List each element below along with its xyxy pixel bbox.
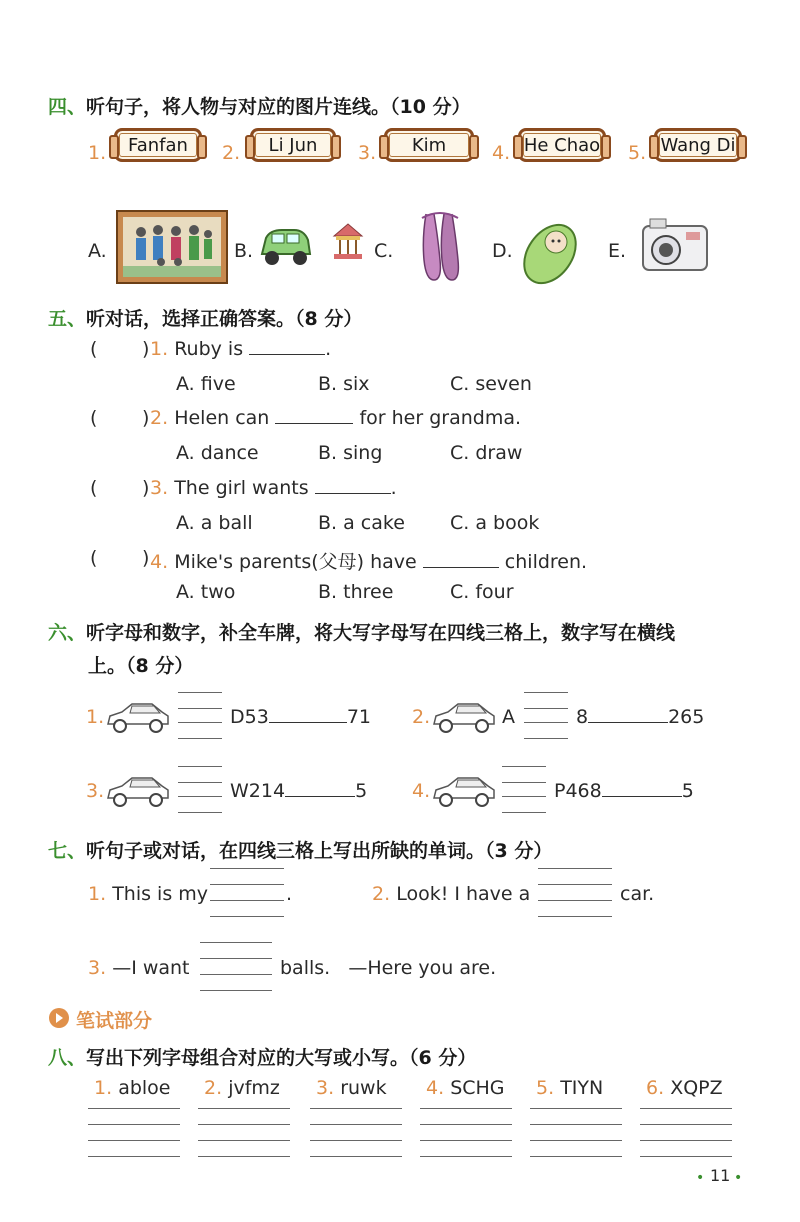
four-line-grid-word-2 — [538, 868, 612, 869]
name-card-wang-di: Wang Di — [654, 128, 742, 162]
four-line-grid-answer-6[interactable] — [640, 1156, 732, 1157]
four-line-grid-answer-6[interactable] — [640, 1124, 732, 1125]
four-line-grid-answer-3[interactable] — [310, 1140, 402, 1141]
option-3a: A. a ball — [176, 512, 253, 534]
four-line-grid-answer-3[interactable] — [310, 1124, 402, 1125]
arrow-circle-icon — [48, 1007, 70, 1029]
section-4-title: 四、听句子，将人物与对应的图片连线。（10 分） — [48, 96, 471, 118]
four-line-grid-3 — [178, 782, 222, 783]
four-line-grid-word-3 — [200, 974, 272, 975]
page-number: 11 — [710, 1166, 731, 1185]
four-line-grid-1 — [178, 708, 222, 709]
four-line-grid-answer-5[interactable] — [530, 1140, 622, 1141]
car-icon — [430, 774, 498, 808]
option-1b: B. six — [318, 373, 370, 395]
answer-blank-1[interactable] — [249, 354, 325, 355]
digit-blank-2[interactable] — [588, 722, 668, 723]
name-card-he-chao: He Chao — [518, 128, 606, 162]
plate-number-1: 1. — [86, 706, 105, 728]
written-section-label: 笔试部分 — [76, 1010, 153, 1032]
four-line-grid-answer-2[interactable] — [198, 1124, 290, 1125]
four-line-grid-answer-5[interactable] — [530, 1156, 622, 1157]
four-line-grid-answer-3[interactable] — [310, 1108, 402, 1109]
four-line-grid-answer-1[interactable] — [88, 1108, 180, 1109]
four-line-grid-3 — [178, 812, 222, 813]
four-line-grid-4 — [502, 796, 546, 797]
picture-label-c: C. — [374, 240, 394, 262]
four-line-grid-1 — [178, 738, 222, 739]
four-line-grid-4 — [502, 782, 546, 783]
answer-paren-close-4: ) — [142, 547, 150, 569]
four-line-grid-answer-5[interactable] — [530, 1108, 622, 1109]
option-3c: C. a book — [450, 512, 540, 534]
option-2c: C. draw — [450, 442, 523, 464]
four-line-grid-2 — [524, 738, 568, 739]
four-line-grid-word-2 — [538, 884, 612, 885]
name-number-5: 5. — [628, 142, 647, 164]
plate-4-text: P468 5 — [554, 780, 694, 802]
car-icon — [430, 700, 498, 734]
four-line-grid-word-3 — [200, 958, 272, 959]
answer-paren-close-2: ) — [142, 407, 150, 429]
camera-icon — [640, 216, 710, 274]
four-line-grid-answer-2[interactable] — [198, 1108, 290, 1109]
four-line-grid-word-1 — [210, 868, 284, 869]
fill-item-3: 3. —I want — [88, 957, 190, 979]
four-line-grid-word-1 — [210, 916, 284, 917]
car-icon — [104, 774, 172, 808]
section-6-title-line2: 上。（8 分） — [88, 655, 194, 677]
option-1a: A. five — [176, 373, 236, 395]
option-4a: A. two — [176, 581, 236, 603]
letter-group-6: 6. XQPZ — [646, 1077, 723, 1099]
section-8-title: 八、写出下列字母组合对应的大写或小写。（6 分） — [48, 1047, 477, 1069]
four-line-grid-answer-6[interactable] — [640, 1108, 732, 1109]
four-line-grid-word-3 — [200, 990, 272, 991]
page-dot-right: • — [734, 1170, 743, 1186]
four-line-grid-2 — [524, 692, 568, 693]
answer-blank-3[interactable] — [315, 493, 391, 494]
four-line-grid-answer-5[interactable] — [530, 1124, 622, 1125]
fill-item-2: 2. Look! I have a — [372, 883, 531, 905]
digit-blank-3[interactable] — [285, 796, 355, 797]
fill-item-1-end: . — [286, 883, 293, 905]
name-card-kim: Kim — [384, 128, 474, 162]
answer-paren-close-3: ) — [142, 477, 150, 499]
four-line-grid-word-3 — [200, 942, 272, 943]
name-number-4: 4. — [492, 142, 511, 164]
four-line-grid-answer-4[interactable] — [420, 1108, 512, 1109]
answer-blank-4[interactable] — [423, 567, 499, 568]
option-1c: C. seven — [450, 373, 532, 395]
letter-group-2: 2. jvfmz — [204, 1077, 280, 1099]
option-2a: A. dance — [176, 442, 259, 464]
four-line-grid-answer-2[interactable] — [198, 1156, 290, 1157]
carousel-icon — [330, 220, 366, 264]
page-dot-left: • — [696, 1170, 705, 1186]
section-5-title: 五、听对话，选择正确答案。（8 分） — [48, 308, 363, 330]
four-line-grid-word-2 — [538, 900, 612, 901]
four-line-grid-word-2 — [538, 916, 612, 917]
name-number-2: 2. — [222, 142, 241, 164]
four-line-grid-4 — [502, 812, 546, 813]
letter-group-4: 4. SCHG — [426, 1077, 505, 1099]
four-line-grid-word-1 — [210, 884, 284, 885]
four-line-grid-3 — [178, 796, 222, 797]
fill-item-3-end: balls. —Here you are. — [280, 957, 497, 979]
name-number-3: 3. — [358, 142, 377, 164]
question-3: 3. The girl wants . — [150, 477, 397, 499]
answer-paren-close-1: ) — [142, 338, 150, 360]
ballet-shoes-icon — [412, 208, 468, 284]
picture-label-e: E. — [608, 240, 627, 262]
option-4c: C. four — [450, 581, 514, 603]
picture-label-a: A. — [88, 240, 107, 262]
plate-2-text: 8 265 — [576, 706, 705, 728]
answer-blank-2[interactable] — [275, 423, 353, 424]
four-line-grid-2 — [524, 708, 568, 709]
letter-group-3: 3. ruwk — [316, 1077, 387, 1099]
four-line-grid-2 — [524, 722, 568, 723]
four-line-grid-answer-1[interactable] — [88, 1124, 180, 1125]
fill-item-2-end: car. — [620, 883, 655, 905]
letter-group-5: 5. TIYN — [536, 1077, 604, 1099]
picture-label-d: D. — [492, 240, 513, 262]
plate-number-2: 2. — [412, 706, 431, 728]
four-line-grid-4 — [502, 766, 546, 767]
four-line-grid-3 — [178, 766, 222, 767]
answer-paren-open-4: ( — [90, 547, 98, 569]
four-line-grid-answer-2[interactable] — [198, 1140, 290, 1141]
question-2: 2. Helen can for her grandma. — [150, 407, 522, 429]
answer-paren-open-2: ( — [90, 407, 98, 429]
digit-blank-4[interactable] — [602, 796, 682, 797]
answer-paren-open-3: ( — [90, 477, 98, 499]
digit-blank-1[interactable] — [269, 722, 347, 723]
plate-2-prefix: A — [502, 706, 515, 728]
section-7-title: 七、听句子或对话，在四线三格上写出所缺的单词。（3 分） — [48, 840, 553, 862]
plate-number-4: 4. — [412, 780, 431, 802]
answer-paren-open-1: ( — [90, 338, 98, 360]
four-line-grid-answer-3[interactable] — [310, 1156, 402, 1157]
option-2b: B. sing — [318, 442, 383, 464]
name-card-li-jun: Li Jun — [250, 128, 336, 162]
picture-label-b: B. — [234, 240, 254, 262]
fill-item-1: 1. This is my — [88, 883, 209, 905]
four-line-grid-answer-1[interactable] — [88, 1140, 180, 1141]
question-4: 4. Mike's parents(父母) have children. — [150, 551, 588, 573]
question-1: 1. Ruby is . — [150, 338, 332, 360]
four-line-grid-1 — [178, 722, 222, 723]
plate-3-text: W214 5 — [230, 780, 368, 802]
four-line-grid-answer-6[interactable] — [640, 1140, 732, 1141]
option-3b: B. a cake — [318, 512, 405, 534]
toy-car-icon — [256, 224, 314, 268]
four-line-grid-answer-4[interactable] — [420, 1156, 512, 1157]
plate-number-3: 3. — [86, 780, 105, 802]
four-line-grid-answer-1[interactable] — [88, 1156, 180, 1157]
four-line-grid-1 — [178, 692, 222, 693]
letter-group-1: 1. abloe — [94, 1077, 171, 1099]
baby-icon — [520, 212, 582, 288]
family-photo-icon — [116, 210, 228, 284]
four-line-grid-answer-4[interactable] — [420, 1140, 512, 1141]
section-6-title-line1: 六、听字母和数字，补全车牌，将大写字母写在四线三格上，数字写在横线 — [48, 622, 676, 644]
plate-1-text: D53 71 — [230, 706, 371, 728]
four-line-grid-word-1 — [210, 900, 284, 901]
option-4b: B. three — [318, 581, 394, 603]
four-line-grid-answer-4[interactable] — [420, 1124, 512, 1125]
car-icon — [104, 700, 172, 734]
name-number-1: 1. — [88, 142, 107, 164]
name-card-fanfan: Fanfan — [114, 128, 202, 162]
